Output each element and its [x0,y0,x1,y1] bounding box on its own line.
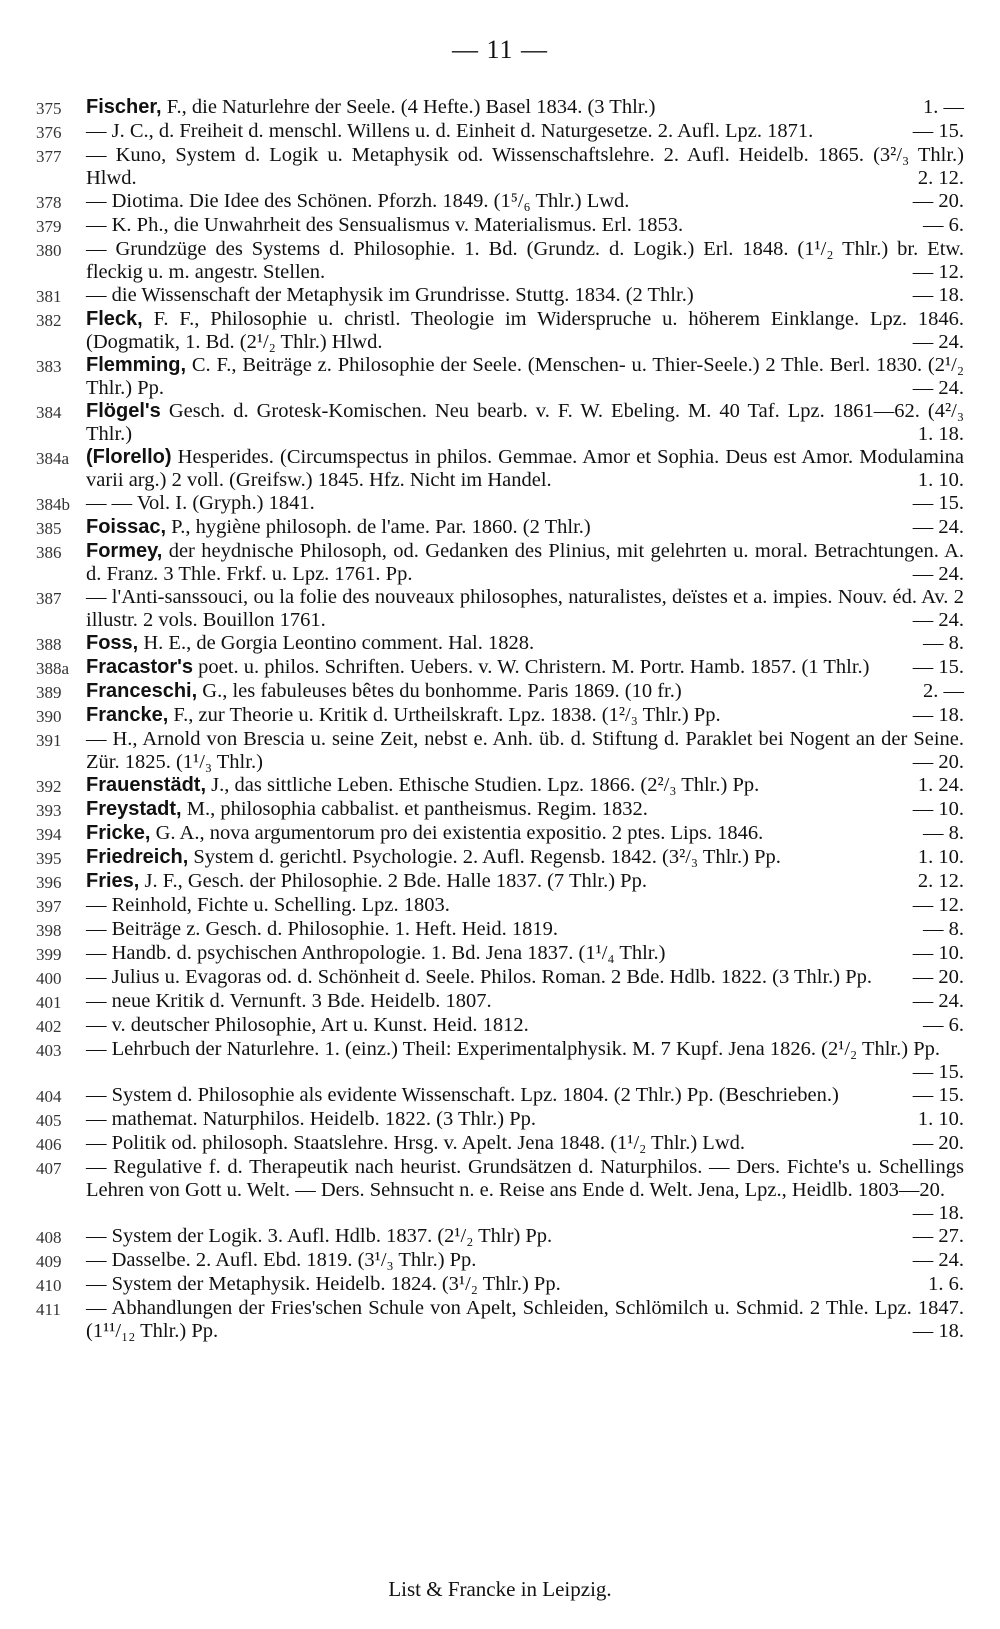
entry-description: Gesch. d. Grotesk-Komischen. Neu bearb. v. F. W. Ebeling. M. 40 Taf. Lpz. 1861—62. (4²/₃ Thlr.) [86,400,965,445]
entry-description: — Regulative f. d. Therapeutik nach heurist. Grundsätzen d. Naturphilos. — Ders. Fichte's u. Schellings Lehren von Gott u. Welt. — Ders. Sehnsucht n. e. Reise ans Ende d. Welt. Jena, Lpz., Heidlb. 1803—20. [86,1156,964,1201]
entry-author: Freystadt, [86,798,182,820]
catalog-entry [36,214,964,238]
entry-number: 384b [36,495,70,514]
catalog-entry [36,1249,964,1273]
entry-text [86,728,964,774]
entry-number: 380 [36,241,62,260]
entry-price: — 20. [912,966,964,988]
catalog-entry [36,1084,964,1108]
catalog-entry [36,918,964,942]
catalog-entry [36,1014,964,1038]
entry-text [86,632,964,656]
entry-number: 401 [36,993,62,1012]
entry-price: — 8. [923,822,964,844]
catalog-entry [36,822,964,846]
entry-number: 377 [36,147,62,166]
entry-text [86,990,964,1014]
entry-author: Fracastor's [86,656,194,678]
entry-price: — 6. [923,214,964,236]
entry-description: — neue Kritik d. Vernunft. 3 Bde. Heidelb. 1807. [86,990,492,1012]
entry-description: — H., Arnold von Brescia u. seine Zeit, nebst e. Anh. üb. d. Stiftung d. Paraklet bei Nogent an der Seine. Zür. 1825. (1¹/₃ Thlr.) [86,728,964,773]
entry-description: — Reinhold, Fichte u. Schelling. Lpz. 1803. [86,894,450,916]
entry-price: — 8. [923,918,964,940]
entry-text [86,238,964,284]
entry-price: — 15. [912,1084,964,1106]
entry-price: — 24. [912,609,964,631]
entry-text [86,846,964,870]
entry-author: Flemming, [86,354,187,376]
entry-price: — 24. [912,331,964,353]
entry-author: Fries, [86,870,140,892]
entry-text [86,1273,964,1297]
entry-number: 409 [36,1252,62,1271]
entry-price: — 12. [912,894,964,916]
catalog-entry [36,354,964,400]
entry-number: 383 [36,357,62,376]
entry-text [86,446,964,492]
entry-author: Franceschi, [86,680,198,702]
entry-price: 1. 10. [917,846,964,868]
entry-price: — 24. [912,990,964,1012]
entry-number: 388a [36,659,70,678]
entry-price: — 10. [912,942,964,964]
entry-price: — 6. [923,1014,964,1036]
entry-price: — 20. [912,1132,964,1154]
entry-number: 388 [36,635,62,654]
entry-number: 378 [36,193,62,212]
entry-text [86,190,964,214]
entry-text [86,1038,964,1084]
catalog-entry [36,1225,964,1249]
entry-price: — 15. [912,1061,964,1083]
entry-number: 408 [36,1228,62,1247]
catalog-entry [36,96,964,120]
entry-number: 381 [36,287,62,306]
catalog-entry [36,144,964,190]
entry-price: — 10. [912,798,964,820]
entry-description: — K. Ph., die Unwahrheit des Sensualismus v. Materialismus. Erl. 1853. [86,214,684,236]
entry-author: Friedreich, [86,846,189,868]
entry-description: — Julius u. Evagoras od. d. Schönheit d. Seele. Philos. Roman. 2 Bde. Hdlb. 1822. (3 Thlr.) Pp. [86,966,872,988]
entry-text [86,284,964,308]
catalog-entry [36,516,964,540]
entry-text [86,120,964,144]
entry-text [86,1084,964,1108]
entry-number: 406 [36,1135,62,1154]
entry-price: — 15. [912,492,964,514]
entry-description: System d. gerichtl. Psychologie. 2. Aufl. Regensb. 1842. (3²/₃ Thlr.) Pp. [193,846,781,868]
entry-author: Francke, [86,704,169,726]
entry-author: Flögel's [86,400,161,422]
catalog-entry [36,728,964,774]
catalog-entry [36,540,964,586]
entry-description: — Dasselbe. 2. Aufl. Ebd. 1819. (3¹/₃ Thlr.) Pp. [86,1249,477,1271]
entry-text [86,1297,964,1343]
entry-price: 1. 10. [917,469,964,491]
entry-author: Foissac, [86,516,167,538]
entry-description: der heydnische Philosoph, od. Gedanken des Plinius, mit gelehrten u. moral. Betrachtungen. A. d. Franz. 3 Thle. Frkf. u. Lpz. 1761. Pp. [86,540,965,585]
entry-text [86,680,964,704]
entry-price: — 20. [912,751,964,773]
publisher-footer: List & Francke in Leipzig. [388,1577,612,1601]
catalog-entry [36,1156,964,1225]
entry-number: 386 [36,543,62,562]
entry-number: 390 [36,707,62,726]
entry-number: 391 [36,731,62,750]
entry-description: F., zur Theorie u. Kritik d. Urtheilskraft. Lpz. 1838. (1²/₃ Thlr.) Pp. [173,704,721,726]
entry-text [86,308,964,354]
entry-price: 2. — [923,680,964,702]
entry-text [86,1249,964,1273]
entry-number: 405 [36,1111,62,1130]
entry-price: — 24. [912,563,964,585]
entry-author: Foss, [86,632,139,654]
entry-text [86,214,964,238]
entry-description: — Beiträge z. Gesch. d. Philosophie. 1. Heft. Heid. 1819. [86,918,558,940]
entry-price: — 8. [923,632,964,654]
catalog-entry [36,846,964,870]
entry-price: — 15. [912,656,964,678]
catalog-entry [36,990,964,1014]
entry-price: — 24. [912,377,964,399]
entry-description: — Kuno, System d. Logik u. Metaphysik od. Wissenschaftslehre. 2. Aufl. Heidelb. 1865. (3²/₃ Thlr.) Hlwd. [86,144,964,189]
entry-text [86,942,964,966]
catalog-entry [36,284,964,308]
entry-number: 395 [36,849,62,868]
entry-text [86,96,964,120]
entry-text [86,894,964,918]
entry-price: — 18. [912,284,964,306]
entry-text [86,400,964,446]
catalog-entry [36,586,964,632]
entry-price: — 15. [912,120,964,142]
entry-number: 375 [36,99,62,118]
entry-author: Fischer, [86,96,162,118]
entry-description: C. F., Beiträge z. Philosophie der Seele. (Menschen- u. Thier-Seele.) 2 Thle. Berl. 1830. (2¹/₂ Thlr.) Pp. [86,354,964,399]
catalog-entry [36,400,964,446]
entry-text [86,704,964,728]
catalog-entry [36,656,964,680]
entry-text [86,1108,964,1132]
entry-description: J., das sittliche Leben. Ethische Studien. Lpz. 1866. (2²/₃ Thlr.) Pp. [211,774,760,796]
entry-number: 402 [36,1017,62,1036]
entry-price: 1. 10. [917,1108,964,1130]
entry-description: G. A., nova argumentorum pro dei existentia expositio. 2 ptes. Lips. 1846. [155,822,764,844]
catalog-entry [36,966,964,990]
entry-price: — 18. [912,704,964,726]
entry-number: 387 [36,589,62,608]
catalog-entry [36,446,964,492]
entry-text [86,966,964,990]
entry-number: 410 [36,1276,62,1295]
entry-text [86,354,964,400]
entry-text [86,822,964,846]
entry-price: — 24. [912,1249,964,1271]
entry-description: — Politik od. philosoph. Staatslehre. Hrsg. v. Apelt. Jena 1848. (1¹/₂ Thlr.) Lwd. [86,1132,745,1154]
entry-price: — 18. [912,1320,964,1342]
entry-number: 382 [36,311,62,330]
entry-number: 385 [36,519,62,538]
entry-description: — Grundzüge des Systems d. Philosophie. 1. Bd. (Grundz. d. Logik.) Erl. 1848. (1¹/₂ Thlr.) br. Etw. fleckig u. m. angestr. Stellen. [86,238,964,283]
catalog-entry [36,308,964,354]
entry-price: — 18. [912,1202,964,1224]
entry-description: — Lehrbuch der Naturlehre. 1. (einz.) Theil: Experimentalphysik. M. 7 Kupf. Jena 1826. (2¹/₂ Thlr.) Pp. [86,1038,940,1060]
entry-number: 397 [36,897,62,916]
entry-number: 392 [36,777,62,796]
entry-description: G., les fabuleuses bêtes du bonhomme. Paris 1869. (10 fr.) [202,680,682,702]
entry-price: — 12. [912,261,964,283]
catalog-entry [36,798,964,822]
entry-description: J. F., Gesch. der Philosophie. 2 Bde. Halle 1837. (7 Thlr.) Pp. [144,870,647,892]
entry-number: 393 [36,801,62,820]
catalog-entry [36,894,964,918]
entry-text [86,1156,964,1225]
catalog-entry [36,1273,964,1297]
entry-description: — Diotima. Die Idee des Schönen. Pforzh. 1849. (1⁵/₆ Thlr.) Lwd. [86,190,630,212]
entry-description: F. F., Philosophie u. christl. Theologie im Widerspruche u. höherem Einklange. Lpz. 1846. (Dogmatik, 1. Bd. (2¹/₂ Thlr.) Hlwd. [86,308,964,353]
entry-author: Fleck, [86,308,143,330]
entry-description: Hesperides. (Circumspectus in philos. Gemmae. Amor et Sophia. Deus est Amor. Modulamina varii arg.) 2 voll. (Greifsw.) 1845. Hfz. Nicht im Handel. [86,446,965,491]
entry-text [86,656,964,680]
entry-description: — Abhandlungen der Fries'schen Schule von Apelt, Schleiden, Schlömilch u. Schmid. 2 Thle. Lpz. 1847. (1¹¹/₁₂ Thlr.) Pp. [86,1297,964,1342]
entry-number: 394 [36,825,62,844]
entry-price: 1. 24. [917,774,964,796]
catalog-entry [36,774,964,798]
entry-number: 411 [36,1300,61,1319]
entry-number: 398 [36,921,62,940]
entry-number: 396 [36,873,62,892]
entry-price: — 24. [912,516,964,538]
entry-text [86,516,964,540]
entry-number: 403 [36,1041,62,1060]
entry-number: 407 [36,1159,62,1178]
entry-number: 384 [36,403,62,422]
entry-text [86,870,964,894]
entry-author: (Florello) [86,446,172,468]
entry-text [86,586,964,632]
catalog-entry [36,1297,964,1343]
entry-text [86,1132,964,1156]
entry-text [86,918,964,942]
entry-number: 379 [36,217,62,236]
entry-author: Frauenstädt, [86,774,207,796]
catalog-entry-list [36,96,964,1343]
entry-description: H. E., de Gorgia Leontino comment. Hal. 1828. [143,632,535,654]
catalog-entry [36,238,964,284]
page-number: — 11 — [451,35,549,64]
entry-price: — 27. [912,1225,964,1247]
catalog-entry [36,1038,964,1084]
entry-description: — l'Anti-sanssouci, ou la folie des nouveaux philosophes, naturalistes, deïstes et a. impies. Nouv. éd. Av. 2 illustr. 2 vols. Bouillon 1761. [86,586,964,631]
catalog-entry [36,680,964,704]
entry-description: P., hygiène philosoph. de l'ame. Par. 1860. (2 Thlr.) [171,516,591,538]
entry-text [86,798,964,822]
entry-description: — — Vol. I. (Gryph.) 1841. [86,492,315,514]
catalog-entry [36,190,964,214]
entry-description: — System der Logik. 3. Aufl. Hdlb. 1837. (2¹/₂ Thlr) Pp. [86,1225,553,1247]
entry-description: M., philosophia cabbalist. et pantheismus. Regim. 1832. [186,798,648,820]
entry-author: Fricke, [86,822,151,844]
entry-text [86,144,964,190]
entry-text [86,492,964,516]
catalog-entry [36,942,964,966]
catalog-entry [36,632,964,656]
entry-description: — mathemat. Naturphilos. Heidelb. 1822. (3 Thlr.) Pp. [86,1108,536,1130]
entry-price: 2. 12. [917,870,964,892]
entry-text [86,774,964,798]
entry-number: 404 [36,1087,62,1106]
entry-description: poet. u. philos. Schriften. Uebers. v. W. Christern. M. Portr. Hamb. 1857. (1 Thlr.) [198,656,870,678]
entry-description: F., die Naturlehre der Seele. (4 Hefte.) Basel 1834. (3 Thlr.) [166,96,656,118]
entry-description: — v. deutscher Philosophie, Art u. Kunst. Heid. 1812. [86,1014,529,1036]
entry-number: 399 [36,945,62,964]
entry-number: 384a [36,449,70,468]
entry-description: — J. C., d. Freiheit d. menschl. Willens u. d. Einheit d. Naturgesetze. 2. Aufl. Lpz. 1871. [86,120,814,142]
entry-description: — System der Metaphysik. Heidelb. 1824. (3¹/₂ Thlr.) Pp. [86,1273,561,1295]
catalog-entry [36,1132,964,1156]
entry-description: — die Wissenschaft der Metaphysik im Grundrisse. Stuttg. 1834. (2 Thlr.) [86,284,694,306]
entry-text [86,1225,964,1249]
entry-number: 400 [36,969,62,988]
entry-text [86,1014,964,1038]
catalog-entry [36,870,964,894]
entry-price: 1. — [923,96,964,118]
catalog-entry [36,120,964,144]
entry-text [86,540,964,586]
entry-price: 1. 6. [928,1273,964,1295]
entry-number: 376 [36,123,62,142]
catalog-entry [36,1108,964,1132]
catalog-entry [36,492,964,516]
entry-author: Formey, [86,540,163,562]
entry-number: 389 [36,683,62,702]
entry-description: — System d. Philosophie als evidente Wissenschaft. Lpz. 1804. (2 Thlr.) Pp. (Beschrieben.) [86,1084,839,1106]
entry-description: — Handb. d. psychischen Anthropologie. 1. Bd. Jena 1837. (1¹/₄ Thlr.) [86,942,666,964]
entry-price: — 20. [912,190,964,212]
entry-price: 1. 18. [917,423,964,445]
entry-price: 2. 12. [917,167,964,189]
catalog-entry [36,704,964,728]
